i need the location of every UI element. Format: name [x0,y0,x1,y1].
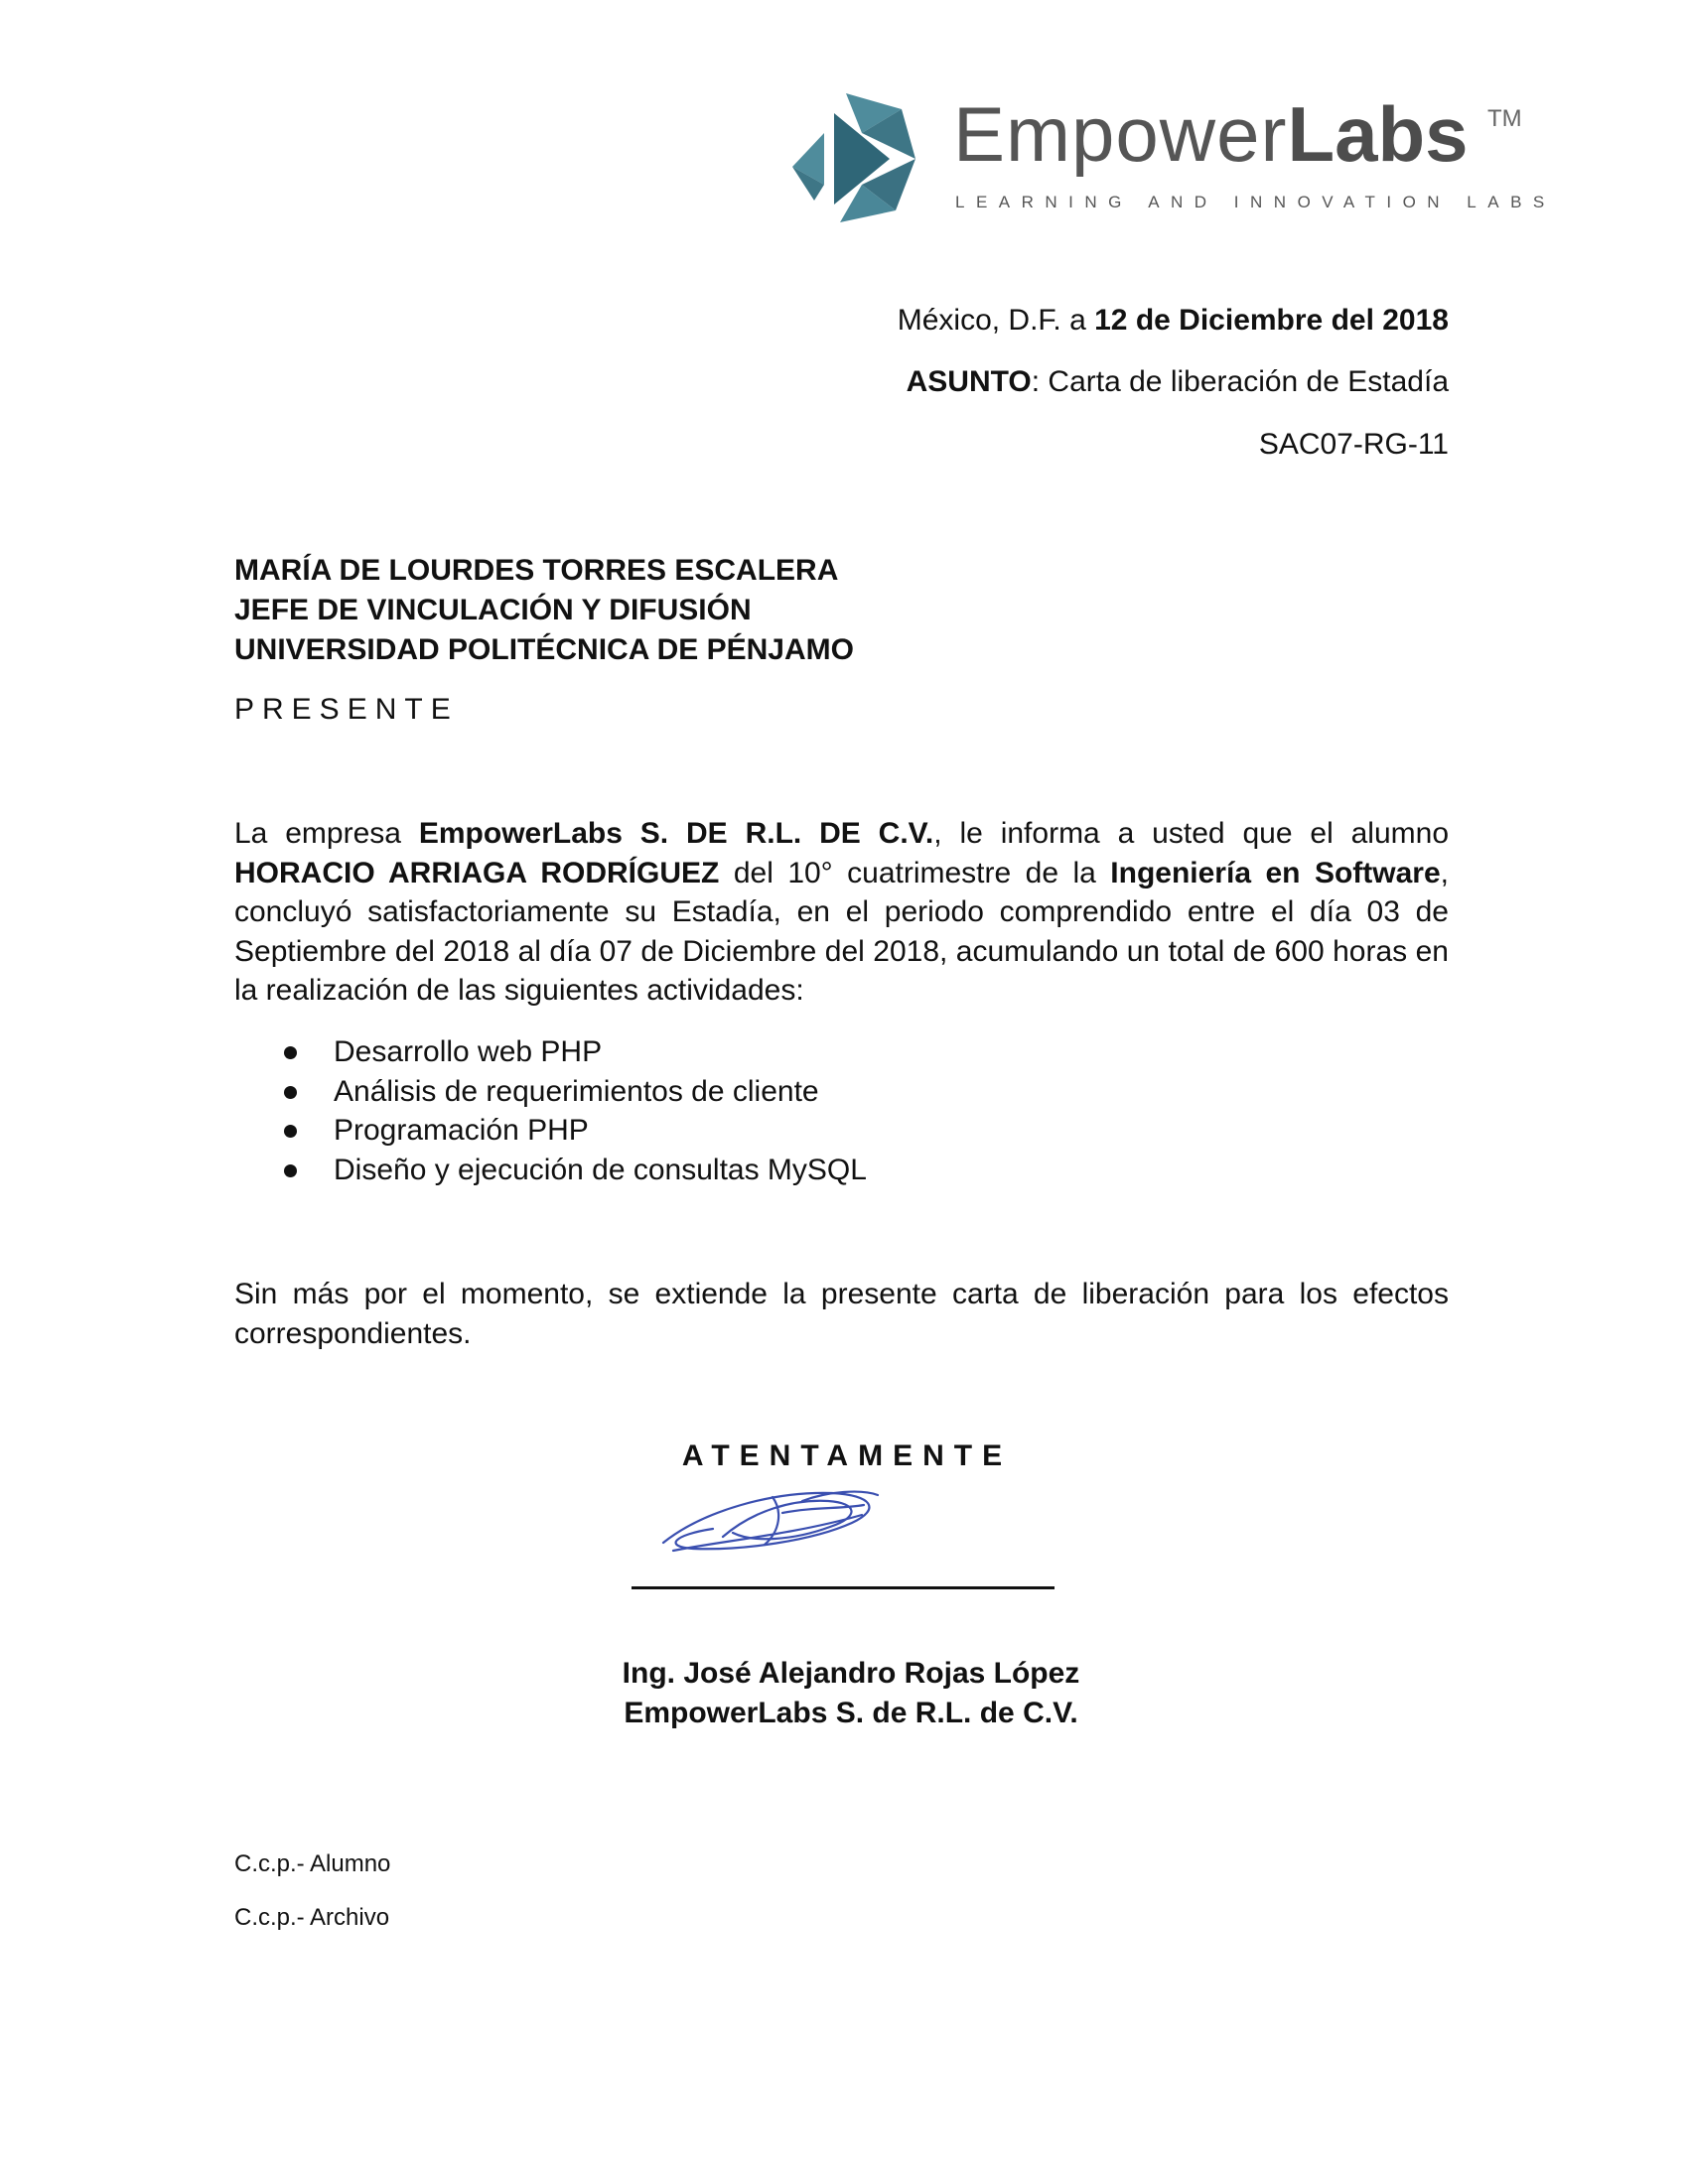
body-text-2: , le informa a usted que el alumno [933,817,1450,850]
date-value: 12 de Diciembre del 2018 [1094,304,1449,337]
student-name: HORACIO ARRIAGA RODRÍGUEZ [234,856,720,889]
recipient-name: MARÍA DE LOURDES TORRES ESCALERA [234,554,839,587]
list-item [234,1111,867,1151]
bullet-icon [284,1125,297,1138]
empowerlabs-triangle-logo-icon [784,89,923,228]
cc-line: C.c.p.- Alumno [234,1850,391,1877]
bullet-icon [284,1046,297,1059]
handwritten-signature [633,1471,912,1570]
signature-line [632,1586,1055,1589]
brand-tagline: LEARNING AND INNOVATION LABS [955,193,1556,211]
body-text-3: del 10° cuatrimestre de la [719,856,1111,889]
brand-name-light: Empower [953,90,1288,178]
body-text-4: , concluyó satisfactoriamente su Estadía, en el periodo comprendido entre el día 03 de Septiembre del 2018 al día 07 de Diciembre del 2018, acumulando un total de 600 horas en la realización de las siguientes actividades: [234,856,1449,1007]
bullet-icon [284,1086,297,1099]
activities-list [234,1032,867,1189]
activity-label: Desarrollo web PHP [334,1035,603,1068]
body-paragraph [234,814,1449,1011]
trademark-symbol: TM [1487,105,1522,132]
brand-name-bold: Labs [1287,90,1469,178]
recipient-block [234,551,854,670]
recipient-institution: UNIVERSIDAD POLITÉCNICA DE PÉNJAMO [234,633,854,666]
letter-subject [907,365,1449,399]
recipient-position: JEFE DE VINCULACIÓN Y DIFUSIÓN [234,594,752,626]
body-text-1: La empresa [234,817,419,850]
cc-line: C.c.p.- Archivo [234,1904,390,1931]
career-name: Ingeniería en Software [1110,856,1441,889]
subject-label: ASUNTO [906,365,1032,398]
company-name: EmpowerLabs S. DE R.L. DE C.V. [418,817,934,850]
subject-text: : Carta de liberación de Estadía [1031,365,1449,398]
brand-name [953,90,1469,178]
document-code: SAC07-RG-11 [1258,428,1449,461]
list-item [234,1151,867,1190]
list-item [234,1072,867,1112]
list-item [234,1032,867,1072]
salutation: ATENTAMENTE [681,1439,1013,1472]
signer-name: Ing. José Alejandro Rojas López [622,1657,1080,1690]
signer-block [0,1654,1688,1733]
bullet-icon [284,1164,297,1177]
activity-label: Diseño y ejecución de consultas MySQL [334,1153,867,1186]
letter-date [898,304,1449,338]
activity-label: Análisis de requerimientos de cliente [334,1074,819,1108]
activity-label: Programación PHP [334,1114,589,1147]
signer-company: EmpowerLabs S. de R.L. de C.V. [624,1697,1078,1729]
greeting: PRESENTE [234,693,459,726]
date-prefix: México, D.F. a [897,304,1095,337]
closing-paragraph: Sin más por el momento, se extiende la presente carta de liberación para los efectos correspondientes. [234,1278,1449,1350]
